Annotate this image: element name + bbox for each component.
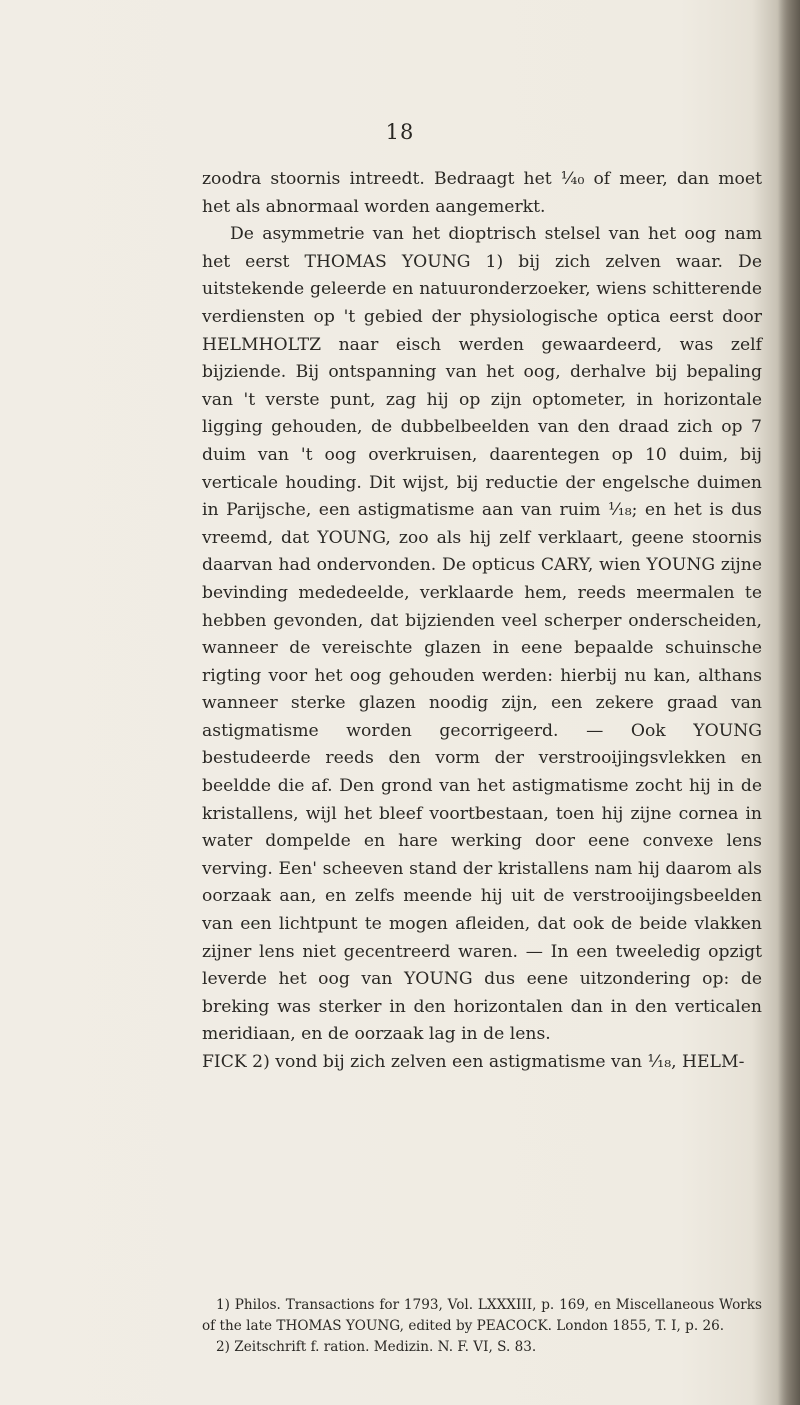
page-edge-shadow	[778, 0, 800, 1405]
paragraph-young-asymmetry: De asymmetrie van het dioptrisch stelsel van het oog nam het eerst THOMAS YOUNG 1) bij zich zelven waar. De uitstekende geleerde en natuuronderzoeker, wiens schitterende verdiensten op 't gebied der physiologische optica eerst door HELMHOLTZ naar eisch werden gewaardeerd, was zelf bijziende. Bij ontspanning van het oog, derhalve bij bepaling van 't verste punt, zag hij op zijn optometer, in horizontale ligging gehouden, de dubbelbeelden van den draad zich op 7 duim van 't oog overkruisen, daarentegen op 10 duim, bij verticale houding. Dit wijst, bij reductie der engelsche duimen in Parijsche, een astigmatisme aan van ruim ¹⁄₁₈; en het is dus vreemd, dat YOUNG, zoo als hij zelf verklaart, geene stoornis daarvan had ondervonden. De opticus CARY, wien YOUNG zijne bevinding mededeelde, verklaarde hem, reeds meermalen te hebben gevonden, dat bijzienden veel scherper onderscheiden, wanneer de vereischte glazen in eene bepaalde schuinsche rigting voor het oog gehouden werden: hierbij nu kan, althans wanneer sterke glazen noodig zijn, een zekere graad van astigmatisme worden gecorrigeerd. — Ook YOUNG bestudeerde reeds den vorm der verstrooijingsvlekken en beeldde die af. Den grond van het astigmatisme zocht hij in de kristallens, wijl het bleef voortbestaan, toen hij zijne cornea in water dompelde en hare werking door eene convexe lens verving. Een' scheeven stand der kristallens nam hij daarom als oorzaak aan, en zelfs meende hij uit de verstrooijingsbeelden van een lichtpunt te mogen afleiden, dat ook de beide vlakken zijner lens niet gecentreerd waren. — In een tweeledig opzigt leverde het oog van YOUNG dus eene uitzondering op: de breking was sterker in den horizontalen dan in den verticalen meridiaan, en de oorzaak lag in de lens.	[202, 224, 762, 1045]
paragraph-continuation: zoodra stoornis intreedt. Bedraagt het ¹⁄₄₀ of meer, dan moet het als abnormaal worden aangemerkt.	[202, 169, 762, 217]
body-text	[202, 166, 762, 1077]
paragraph-fick: FICK 2) vond bij zich zelven een astigmatisme van ¹⁄₁₈, HELM-	[202, 1052, 745, 1072]
footnotes	[202, 1295, 762, 1358]
footnote-1: 1) Philos. Transactions for 1793, Vol. LXXXIII, p. 169, en Miscellaneous Works of the late THOMAS YOUNG, edited by PEACOCK. London 1855, T. I, p. 26.	[202, 1297, 762, 1334]
page-number: 18	[385, 120, 415, 144]
footnote-2: 2) Zeitschrift f. ration. Medizin. N. F. VI, S. 83.	[216, 1339, 537, 1355]
